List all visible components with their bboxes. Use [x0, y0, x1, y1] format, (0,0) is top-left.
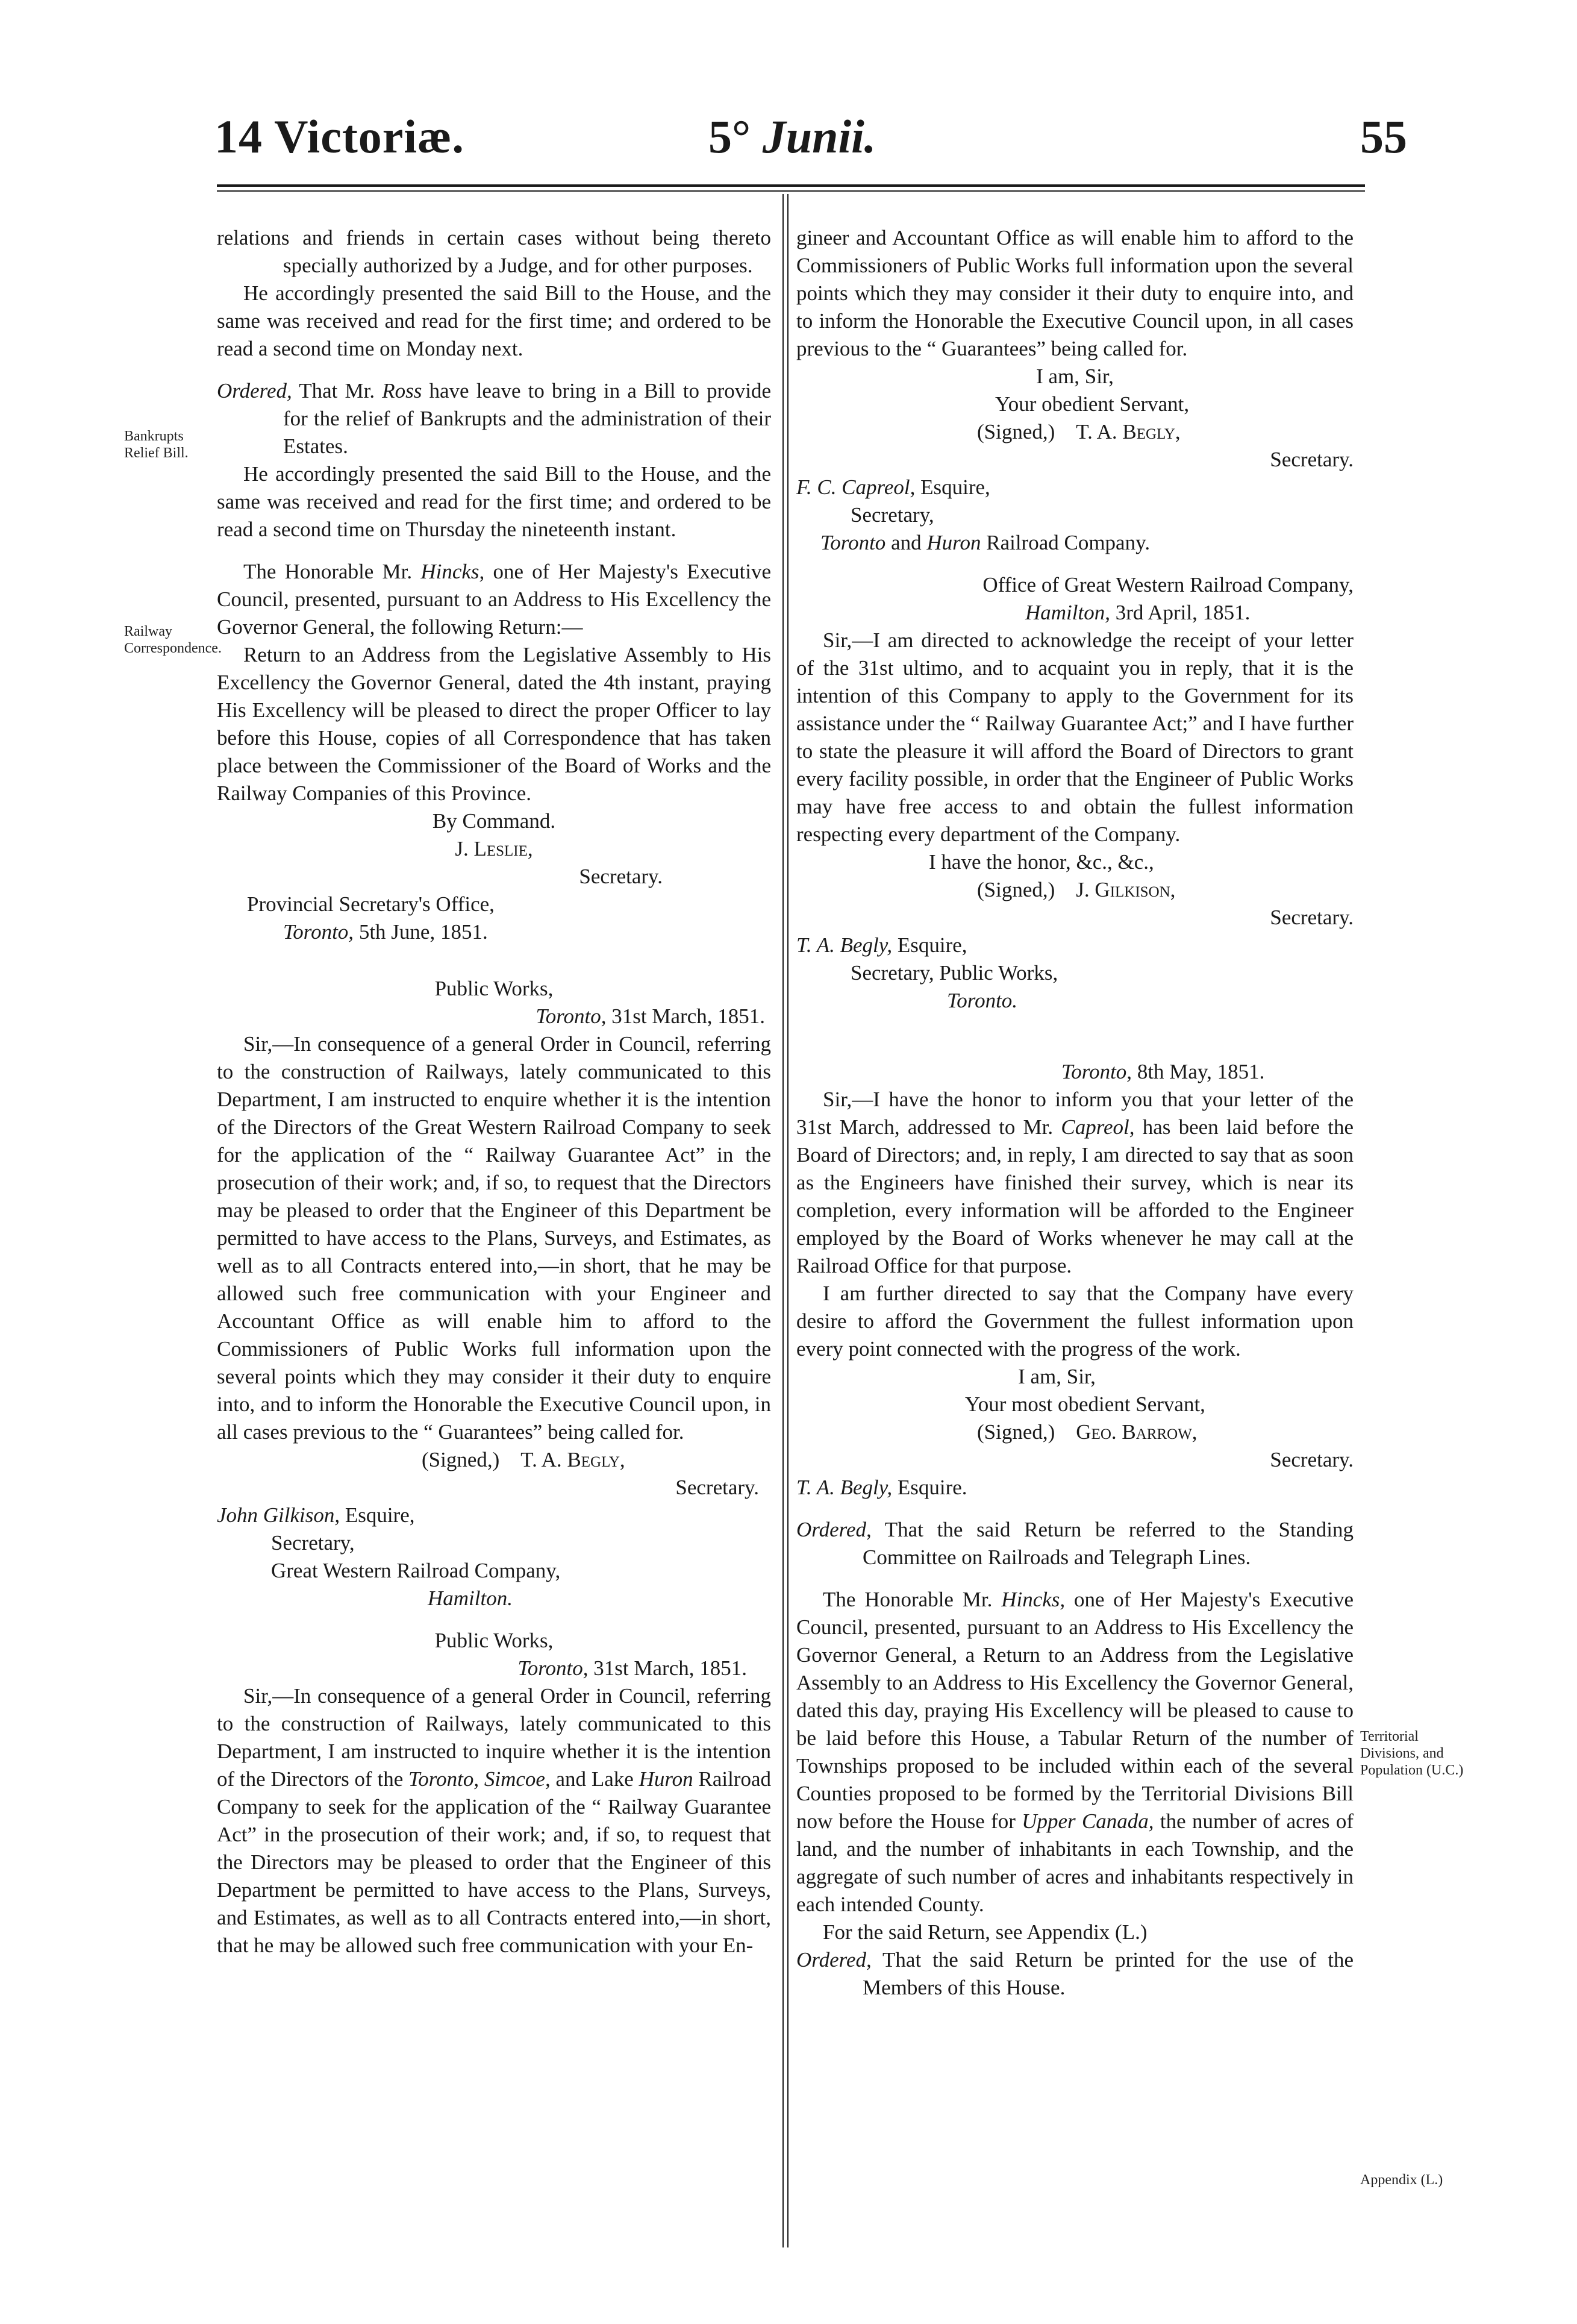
margin-note-railway: Railway Correspondence. — [124, 624, 222, 656]
regnal-year: 14 Victoriæ. — [214, 110, 464, 163]
letter2-signature: (Signed,) T. A. Begly, — [977, 420, 1181, 443]
letter3-addressee: T. A. Begly, Esquire, — [796, 933, 967, 957]
signatory-leslie: J. Leslie, — [455, 837, 533, 860]
header-rule-thick — [217, 184, 1365, 187]
letter1-body: Sir,—In consequence of a general Order in Council, referring to the construction of Railways, lately communicated to this Department, I am instructed to enquire whether it is the intention of the Directors of the Great Western Railroad Company to seek for the application of the “ Railway Guarantee Act” in the prosecution of their work; and, if so, to request that the Directors may be pleased to order that the Engineer of this Department be permitted to have access to the Plans, Surveys, and Estimates, as well as to all Contracts entered into,—in short, that he may be allowed such free communication with your Engineer and Accountant Office as will enable him to afford to the Commissioners of Public Works full information upon the several points which they may consider it their duty to enquire into, and to inform the Honorable the Executive Council upon, in all cases previous to the “ Guarantees” being called for. — [217, 1032, 771, 1444]
signatory-title: Secretary. — [579, 865, 663, 888]
margin-note-appendix: Appendix (L.) — [1360, 2172, 1443, 2188]
territorial-return-paragraph: The Honorable Mr. Hincks, one of Her Majesty's Executive Council, presented, pursuant to an Address to His Excellency the Governor General, a Return to an Address from the Legislative Assembly to an Address to His Excellency the Governor General, dated this day, praying His Excellency will be pleased to cause to be laid before this House, a Tabular Return of the number of Townships proposed to be included within each of the several Counties proposed to be formed by the Territorial Divisions Bill now before the House for Upper Canada, the number of acres of land, and the number of inhabitants in each Township, and the aggregate of such number of acres and inhabitants respectively in each intended County. — [796, 1588, 1354, 1916]
letter1-heading: Public Works, — [434, 977, 554, 1000]
session-date — [708, 110, 876, 164]
header-rule-thin — [217, 190, 1365, 192]
margin-note-bankrupts: Bankrupts Relief Bill. — [124, 428, 189, 461]
letter4-body: Sir,—I have the honor to inform you that your letter of the 31st March, addressed to Mr. Capreol, has been laid before the Board of Directors; and, in reply, I am directed to say that as soon as the Engineers have finished their survey, which is near its completion, every information will be afforded to the Engineer employed by the Board of Works whenever he may call at the Railroad Office for that purpose. — [796, 1088, 1354, 1277]
column-divider-right — [787, 194, 788, 2247]
letter4-addressee: T. A. Begly, Esquire. — [796, 1476, 967, 1499]
letter2-addressee: F. C. Capreol, Esquire, — [796, 475, 990, 499]
letter3-body: Sir,—I am directed to acknowledge the receipt of your letter of the 31st ultimo, and to acquaint you in reply, that it is the intention of this Company to apply to the Government for its assistance under the “ Railway Guarantee Act;” and I have further to state the pleasure it will afford the Board of Directors to grant every facility possible, in order that the Engineer of Public Works may have free access to and obtain the fullest information respecting every department of the Company. — [796, 628, 1354, 846]
left-column: relations and friends in certain cases without being thereto specially authorized by a Judge, and for other purposes. He accordingly presented the said Bill to the House, and the same was received and read for the first time; and ordered to be read a second time on Monday next. Ordered, That Mr. Ross have leave to bring in a Bill to provide for the relief of Bankrupts and the administration of their Estates. He accordingly presented the said Bill to the House, and the same was received and read for the first time; and ordered to be read a second time on Thursday the nineteenth instant. The Honorable Mr. Hincks, one of Her Majesty's Executive Council, presented, pursuant to an Address to His Excellency the Governor General, the following Return:— Return to an Address from the Legislative Assembly to His Excellency the Governor General, dated the 4th instant, praying His Excellency will be pleased to direct the proper Officer to lay before this House, copies of all Correspondence that has taken place between the Commissioner of the Board of Works and the Railway Companies of this Province. By Command. J. Leslie, Secretary. Provincial Secretary's Office, Toronto, 5th June, 1851. Public Works, Toronto, 31st March, 1851. Sir,—In consequence of a general Order in Council, referring to the construction of Railways, lately communicated to this Department, I am instructed to enquire whether it is the intention of the Directors of the Great Western Railroad Company to seek for the application of the “ Railway Guarantee Act” in the prosecution of their work; and, if so, to request that the Directors may be pleased to order that the Engineer of this Department be permitted to have access to the Plans, Surveys, and Estimates, as well as to all Contracts entered into,—in short, that he may be allowed such free communication with your Engineer and Accountant Office as will enable him to afford to the Commissioners of Public Works full information upon the several points which they may consider it their duty to enquire into, and to inform the Honorable the Executive Council upon, in all cases previous to the “ Guarantees” being called for. (Signed,) T. A. Begly, Secretary. John Gilkison, Esquire, Secretary, Great Western Railroad Company, Hamilton. Public Works, Toronto, 31st March, 1851. Sir,—In consequence of a general Order in Council, referring to the construction of Railways, lately communicated to this Department, I am instructed to inquire whether it is the intention of the Directors of the Toronto, Simcoe, and Lake Huron Railroad Company to seek for the application of the “ Railway Guarantee Act” in the prosecution of their work; and, if so, to request that the Directors may be pleased to order that the Engineer of this Department be permitted to have access to the Plans, Surveys, and Estimates, as well as to all Contracts entered into,—in short, that he may be allowed such free communication with your En- — [217, 224, 771, 1959]
member-name: Ross — [382, 379, 422, 402]
letter4-date: Toronto, 8th May, 1851. — [1061, 1060, 1265, 1083]
letter1-signature-title: Secretary. — [675, 1476, 759, 1499]
letter2-date: Toronto, 31st March, 1851. — [517, 1656, 747, 1680]
ordered-label: Ordered, — [217, 379, 292, 402]
letter3-signature: (Signed,) J. Gilkison, — [977, 878, 1176, 901]
appendix-reference: For the said Return, see Appendix (L.) — [823, 1920, 1148, 1944]
margin-note-territorial: Territorial Divisions, and Population (U.C.) — [1360, 1729, 1464, 1778]
letter3-heading: Office of Great Western Railroad Company, — [982, 573, 1354, 597]
referral-order: Ordered, That the said Return be referred to the Standing Committee on Railroads and Telegraph Lines. — [796, 1518, 1354, 1569]
letter4-body-2: I am further directed to say that the Company have every desire to afford the Government the fullest information upon every point connected with the progress of the work. — [796, 1282, 1354, 1361]
letter4-signature: (Signed,) Geo. Barrow, — [977, 1420, 1198, 1444]
return-presentation: The Honorable Mr. Hincks, one of Her Majesty's Executive Council, presented, pursuant to an Address to His Excellency the Governor General, the following Return:— — [217, 560, 771, 639]
letter1-date: Toronto, 31st March, 1851. — [536, 1004, 765, 1028]
running-header — [0, 110, 1577, 176]
date-day: 5° — [708, 110, 751, 163]
member-name: Hincks, — [420, 560, 485, 583]
page-number: 55 — [1360, 110, 1407, 163]
right-column: gineer and Accountant Office as will enable him to afford to the Commissioners of Public Works full information upon the several points which they may consider it their duty to enquire into, and to inform the Honorable the Executive Council upon, in all cases previous to the “ Guarantees” being called for. I am, Sir, Your obedient Servant, (Signed,) T. A. Begly, Secretary. F. C. Capreol, Esquire, Secretary, Toronto and Huron Railroad Company. Office of Great Western Railroad Company, Hamilton, 3rd April, 1851. Sir,—I am directed to acknowledge the receipt of your letter of the 31st ultimo, and to acquaint you in reply, that it is the intention of this Company to apply to the Government for its assistance under the “ Railway Guarantee Act;” and I have further to state the pleasure it will afford the Board of Directors to grant every facility possible, in order that the Engineer of Public Works may have free access to and obtain the fullest information respecting every department of the Company. I have the honor, &c., &c., (Signed,) J. Gilkison, Secretary. T. A. Begly, Esquire, Secretary, Public Works, Toronto. Toronto, 8th May, 1851. Sir,—I have the honor to inform you that your letter of the 31st March, addressed to Mr. Capreol, has been laid before the Board of Directors; and, in reply, I am directed to say that as soon as the Engineers have finished their survey, which is near its completion, every information will be afforded to the Engineer employed by the Board of Works whenever he may call at the Railroad Office for that purpose. I am further directed to say that the Company have every desire to afford the Government the fullest information upon every point connected with the progress of the work. I am, Sir, Your most obedient Servant, (Signed,) Geo. Barrow, Secretary. T. A. Begly, Esquire. Ordered, That the said Return be referred to the Standing Committee on Railroads and Telegraph Lines. The Honorable Mr. Hincks, one of Her Majesty's Executive Council, presented, pursuant to an Address to His Excellency the Governor General, a Return to an Address from the Legislative Assembly to an Address to His Excellency the Governor General, dated this day, praying His Excellency will be pleased to cause to be laid before this House, a Tabular Return of the number of Townships proposed to be included within each of the several Counties proposed to be formed by the Territorial Divisions Bill now before the House for Upper Canada, the number of acres of land, and the number of inhabitants in each Township, and the aggregate of such number of acres and inhabitants respectively in each intended County. For the said Return, see Appendix (L.) Ordered, That the said Return be printed for the use of the Members of this House. — [796, 224, 1354, 2002]
column-divider-left — [782, 194, 784, 2247]
office-date-line: Toronto, 5th June, 1851. — [283, 920, 488, 944]
letter3-date: Hamilton, 3rd April, 1851. — [1025, 601, 1251, 624]
letter2-continuation: gineer and Accountant Office as will enable him to afford to the Commissioners of Public Works full information upon the several points which they may consider it their duty to enquire into, and to inform the Honorable the Executive Council upon, in all cases previous to the “ Guarantees” being called for. — [796, 226, 1354, 360]
office-line: Provincial Secretary's Office, — [247, 892, 495, 916]
bill-continuation: relations and friends in certain cases without being thereto specially authorized by a Judge, and for other purposes. — [217, 226, 771, 277]
bankrupts-presented-paragraph: He accordingly presented the said Bill to the House, and the same was received and read for the first time; and ordered to be read a second time on Thursday the nineteenth instant. — [217, 462, 771, 541]
printing-order: Ordered, That the said Return be printed for the use of the Members of this House. — [796, 1948, 1354, 1999]
date-month: Junii. — [762, 110, 876, 163]
letter1-addressee: John Gilkison, Esquire, — [217, 1503, 415, 1527]
letter2-heading: Public Works, — [434, 1629, 554, 1652]
letter1-signature: (Signed,) T. A. Begly, — [422, 1448, 625, 1471]
by-command: By Command. — [432, 809, 556, 833]
return-description: Return to an Address from the Legislative Assembly to His Excellency the Governor General, dated the 4th instant, praying His Excellency will be pleased to direct the proper Officer to lay before this House, copies of all Correspondence that has taken place between the Commissioner of the Board of Works and the Railway Companies of this Province. — [217, 643, 771, 805]
bill-presented-paragraph: He accordingly presented the said Bill to the House, and the same was received and read for the first time; and ordered to be read a second time on Monday next. — [217, 281, 771, 360]
bankrupts-order: Ordered, That Mr. Ross have leave to bring in a Bill to provide for the relief of Bankrupts and the administration of their Estates. — [217, 379, 771, 458]
letter2-body: Sir,—In consequence of a general Order in Council, referring to the construction of Railways, lately communicated to this Department, I am instructed to inquire whether it is the intention of the Directors of the Toronto, Simcoe, and Lake Huron Railroad Company to seek for the application of the “ Railway Guarantee Act” in the prosecution of their work; and, if so, to request that the Directors may be pleased to order that the Engineer of this Department be permitted to have access to the Plans, Surveys, and Estimates, as well as to all Contracts entered into,—in short, that he may be allowed such free communication with your En- — [217, 1684, 771, 1957]
